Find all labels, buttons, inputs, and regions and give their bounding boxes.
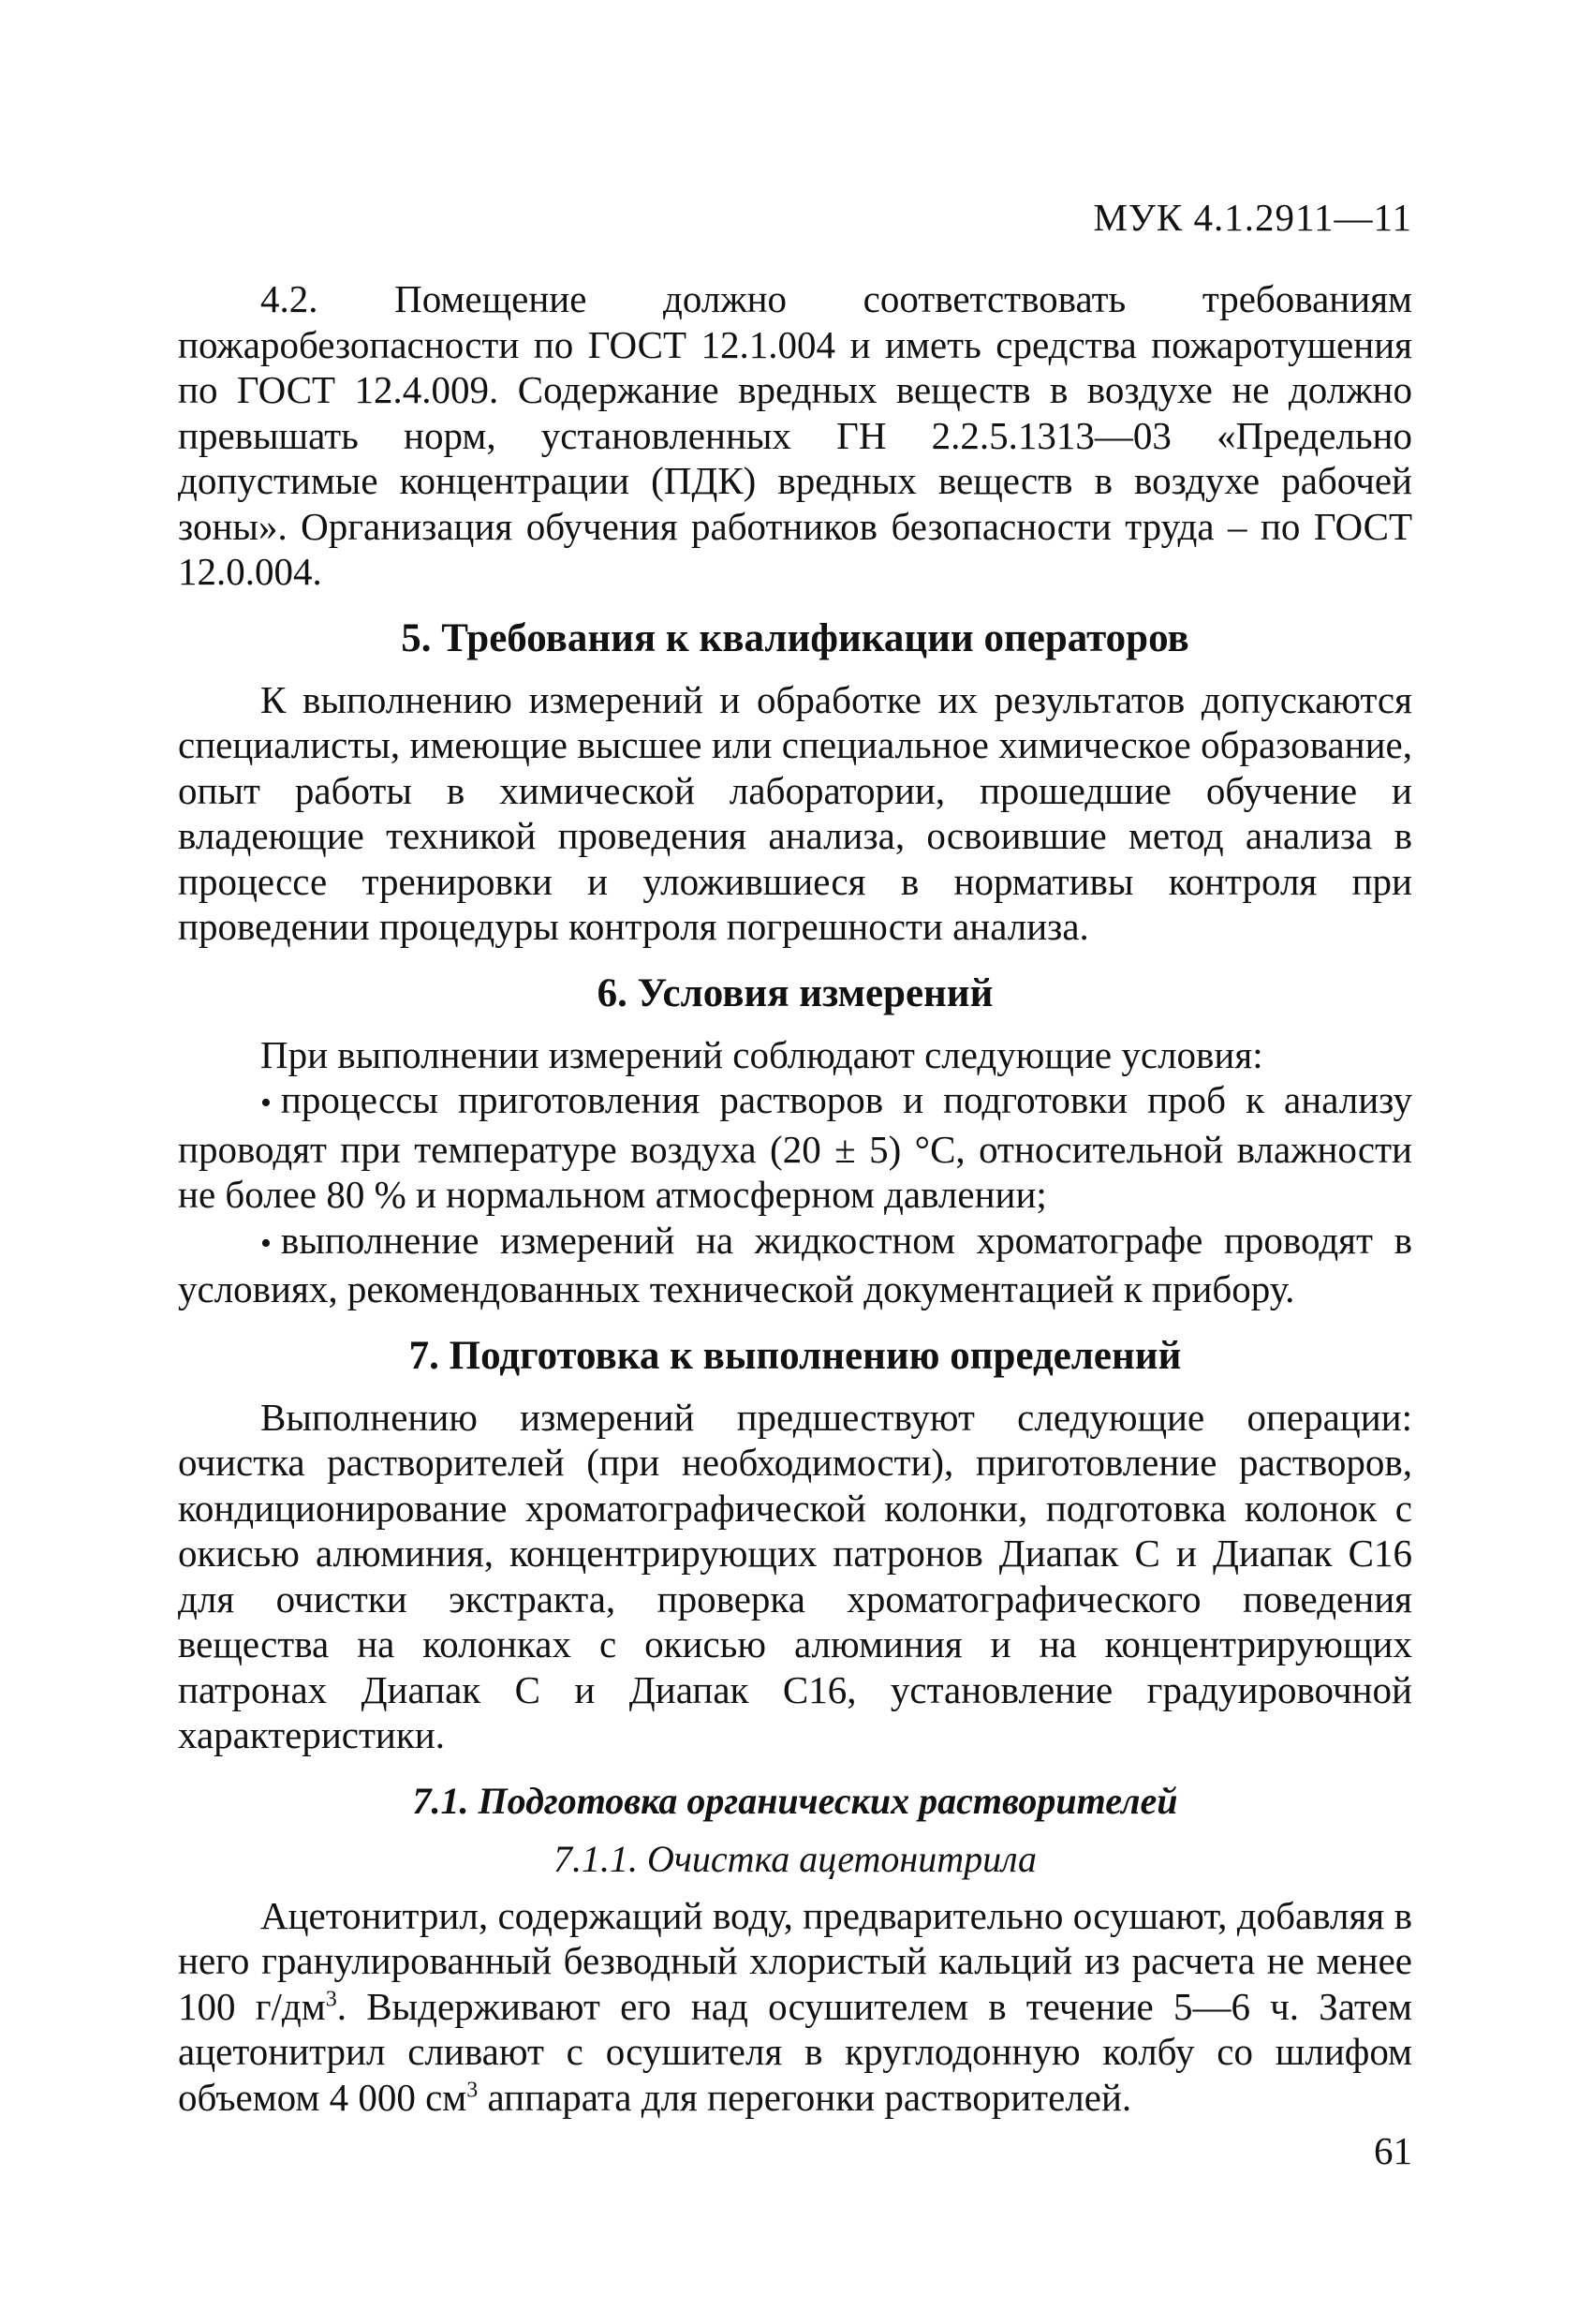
paragraph-text-part: аппарата для перегонки растворителей. — [478, 2075, 1132, 2119]
superscript: 3 — [466, 2077, 479, 2102]
bullet-icon: • — [260, 1086, 272, 1120]
section-7-heading: 7. Подготовка к выполнению определений — [408, 1333, 1182, 1378]
section-6-heading: 6. Условия измерений — [597, 970, 994, 1015]
superscript: 3 — [325, 1986, 337, 2011]
section-4-2-paragraph: 4.2. Помещение должно соответствовать требованиям пожаробезопасности по ГОСТ 12.1.004 и иметь средства пожаротушения по ГОСТ 12.4.009. Содержание вредных веществ в воздухе не должно превышать норм, установленных ГН 2.2.5.1313—03 «Предельно допустимые концентрации (ПДК) вредных веществ в воздухе рабочей зоны». Организация обучения работников безопасности труда – по ГОСТ 12.0.004. — [178, 277, 1412, 593]
section-6-intro: При выполнении измерений соблюдают следующие условия: — [260, 1032, 1263, 1076]
section-7-paragraph: Выполнению измерений предшествуют следующие операции: очистка растворителей (при необходимости), приготовление растворов, кондиционирование хроматографической колонки, подготовка колонок с окисью алюминия, концентрирующих патронов Диапак С и Диапак С16 для очистки экстракта, проверка хроматографического поведения вещества на колонках с окисью алюминия и на концентрирующих патронах Диапак С и Диапак С16, установление градуировочной характеристики. — [178, 1395, 1412, 1756]
section-5-paragraph: К выполнению измерений и обработке их результатов допускаются специалисты, имеющие высшее или специальное химическое образование, опыт работы в химической лаборатории, прошедшие обучение и владеющие техникой проведения анализа, освоившие метод анализа в процессе тренировки и уложившиеся в нормативы контроля при проведении процедуры контроля погрешности анализа. — [178, 677, 1412, 948]
document-code-header: МУК 4.1.2911—11 — [1093, 196, 1412, 239]
bullet-icon: • — [260, 1225, 272, 1261]
section-7-1-1-heading: 7.1.1. Очистка ацетонитрила — [553, 1837, 1038, 1880]
paragraph-text-part: Ацетонитрил, содержащий воду, предварительно осушают, добавляя в него гранулированный безводный хлористый кальций из расчета не менее 100 г/дм — [178, 1893, 1412, 2028]
section-7-1-heading: 7.1. Подготовка органических растворителей — [412, 1779, 1178, 1822]
paragraph-text-part: . Выдерживают его над осушителем в течение 5—6 ч. Затем ацетонитрил сливают с осушителя в круглодонную колбу со шлифом объемом 4 000 см — [178, 1984, 1413, 2119]
page-number: 61 — [1374, 2129, 1412, 2172]
section-6-bullet-item — [178, 1077, 1412, 1218]
page-content — [178, 276, 1412, 2120]
bullet-text: выполнение измерений на жидкостном хроматографе проводят в условиях, рекомендованных технической документацией к прибору. — [178, 1218, 1412, 1310]
section-5-heading: 5. Требования к квалификации операторов — [401, 615, 1189, 660]
bullet-text: процессы приготовления растворов и подготовки проб к анализу проводят при температуре воздуха (20 ± 5) °С, относительной влажности не более 80 % и нормальном атмосферном давлении; — [178, 1078, 1412, 1216]
section-6-bullet-item — [178, 1218, 1412, 1312]
section-7-1-1-paragraph — [178, 1893, 1412, 2121]
